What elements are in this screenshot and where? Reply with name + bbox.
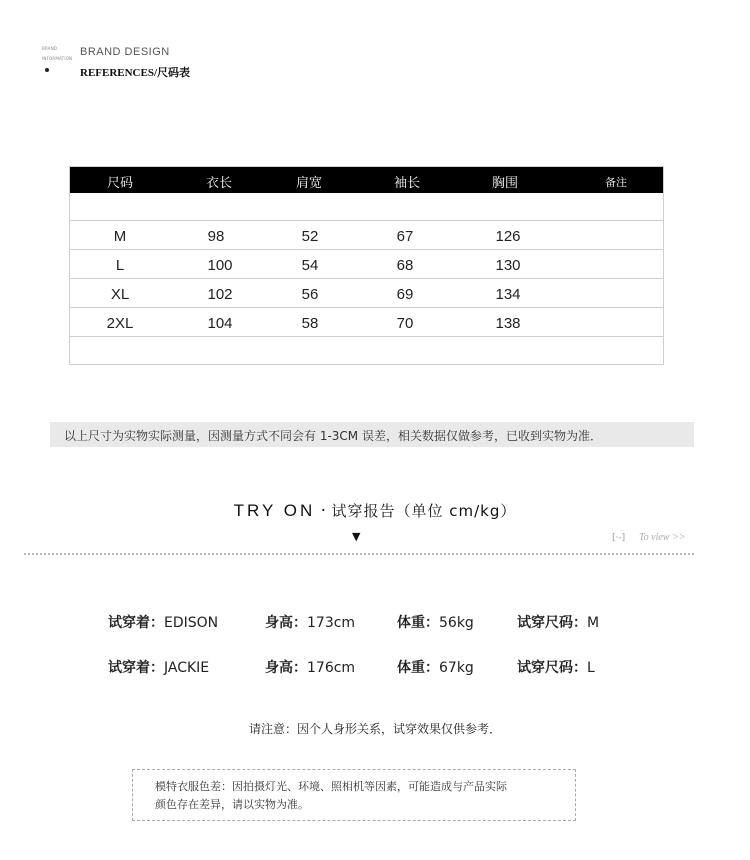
cell-sleeve: 69	[396, 286, 414, 303]
cell-shoulder: 56	[301, 286, 319, 303]
model-size-label: 试穿尺码：	[517, 660, 587, 676]
cell-length: 102	[207, 286, 233, 303]
model-size: M	[587, 615, 600, 631]
model-height-label: 身高：	[265, 660, 307, 676]
brand-small-label: BRAND	[42, 46, 58, 51]
header-size: 尺码	[106, 176, 134, 191]
cell-sleeve: 67	[396, 228, 414, 245]
model-name-label: 试穿着：	[108, 660, 164, 676]
cell-size: XL	[110, 286, 130, 303]
to-view-link[interactable]: To view >>	[639, 532, 686, 543]
try-on-notice: 请注意：因个人身形关系，试穿效果仅供参考．	[248, 722, 501, 736]
cell-chest: 134	[495, 286, 521, 303]
model-weight-label: 体重：	[397, 615, 439, 631]
cell-length: 100	[207, 257, 233, 274]
cell-chest: 138	[495, 315, 521, 332]
model-name: EDISON	[164, 615, 219, 631]
table-row	[70, 221, 663, 250]
table-row	[70, 308, 663, 337]
table-row	[70, 279, 663, 308]
disclaimer-line: 模特衣服色差：因拍摄灯光、环境、照相机等因素，可能造成与产品实际	[155, 780, 507, 793]
brand-design-label: BRAND DESIGN	[80, 46, 170, 58]
model-name-label: 试穿着：	[108, 615, 164, 631]
model-weight-field	[397, 612, 474, 632]
cell-chest: 126	[495, 228, 521, 245]
model-weight-field	[397, 657, 474, 677]
view-bracket-icon: [·-]	[612, 533, 626, 543]
cell-shoulder: 52	[301, 228, 319, 245]
model-name-field	[108, 657, 209, 677]
model-weight: 67kg	[439, 660, 474, 676]
cell-size: L	[115, 257, 125, 274]
cell-size: 2XL	[106, 315, 134, 332]
title-separator: ·	[320, 501, 327, 521]
model-size-field	[517, 612, 599, 632]
table-row	[70, 250, 663, 279]
disclaimer-line: 颜色存在差异，请以实物为准。	[155, 798, 309, 811]
cell-shoulder: 58	[301, 315, 319, 332]
header-remark: 备注	[605, 176, 627, 189]
brand-small-sublabel: INFORMATION	[42, 56, 73, 61]
color-disclaimer-text	[155, 778, 565, 814]
model-weight-label: 体重：	[397, 660, 439, 676]
cell-shoulder: 54	[301, 257, 319, 274]
header-length: 衣长	[205, 176, 233, 191]
try-on-title	[0, 500, 750, 521]
model-height-label: 身高：	[265, 615, 307, 631]
header-shoulder: 肩宽	[295, 176, 323, 191]
cell-length: 104	[207, 315, 233, 332]
model-size: L	[587, 660, 595, 676]
color-disclaimer-box	[132, 769, 576, 821]
model-height: 176cm	[307, 660, 356, 676]
try-on-title-en: TRY ON	[233, 501, 316, 520]
table-header	[70, 167, 663, 193]
model-size-label: 试穿尺码：	[517, 615, 587, 631]
measurement-note: 以上尺寸为实物实际测量，因测量方式不同会有 1-3CM 误差，相关数据仅做参考，已收到实物为准．	[64, 429, 602, 443]
model-name-field	[108, 612, 218, 632]
cell-sleeve: 68	[396, 257, 414, 274]
dotted-divider	[24, 553, 694, 555]
cell-sleeve: 70	[396, 315, 414, 332]
try-on-title-cn: 试穿报告（单位 cm/kg）	[331, 502, 517, 520]
down-arrow-icon: ▼	[352, 530, 361, 543]
measurement-note-bar	[50, 422, 694, 447]
model-height-field	[265, 657, 355, 677]
cell-size: M	[113, 228, 127, 245]
model-weight: 56kg	[439, 615, 474, 631]
references-title: REFERENCES/尺码表	[80, 67, 191, 79]
size-table	[69, 166, 664, 365]
cell-chest: 130	[495, 257, 521, 274]
model-height: 173cm	[307, 615, 356, 631]
model-size-field	[517, 657, 595, 677]
header-sleeve: 袖长	[393, 176, 421, 191]
bullet-dot-icon	[45, 68, 49, 72]
header-chest: 胸围	[491, 176, 519, 191]
cell-length: 98	[207, 228, 225, 245]
model-name: JACKIE	[164, 660, 210, 676]
model-height-field	[265, 612, 355, 632]
